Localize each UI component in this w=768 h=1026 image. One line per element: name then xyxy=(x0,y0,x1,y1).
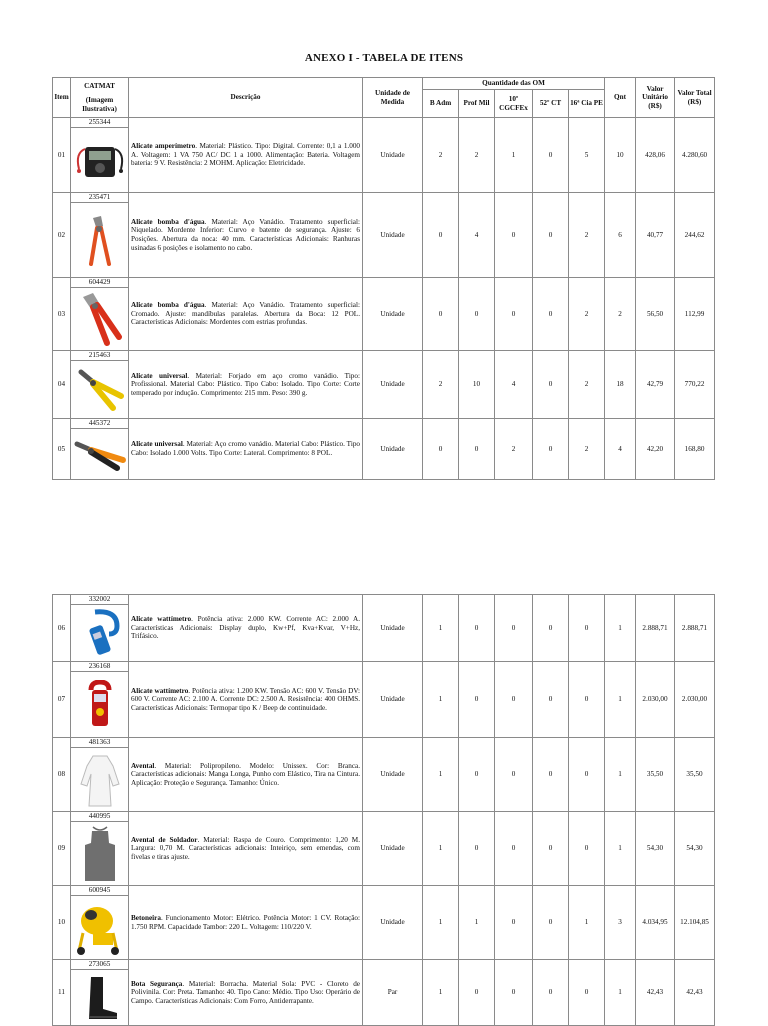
qty-52-ct: 0 xyxy=(533,662,569,738)
qty-prof-mil: 0 xyxy=(459,419,495,480)
description-cell xyxy=(129,812,363,886)
table-row xyxy=(53,812,715,886)
valor-total: 35,50 xyxy=(675,738,715,812)
qty-prof-mil: 0 xyxy=(459,738,495,812)
item-name: Avental de Soldador xyxy=(131,835,198,844)
item-number: 01 xyxy=(53,118,71,193)
item-number: 04 xyxy=(53,351,71,419)
valor-unitario: 42,43 xyxy=(636,960,675,1026)
item-number: 10 xyxy=(53,886,71,960)
catmat-cell xyxy=(71,886,129,960)
universal-pliers-orange-icon xyxy=(71,429,128,479)
header-qnt: Qnt xyxy=(605,78,636,118)
description-cell xyxy=(129,118,363,193)
header-cgcfex: 10º CGCFEx xyxy=(495,90,533,118)
table-row xyxy=(53,351,715,419)
item-description: . Material: Borracha. Material Sola: PVC - Cloreto de Polivinila. Cor: Preta. Tamanho: 40. Tipo Cano: Médio. Tipo Uso: Operário de Campo. Características Adicionais: Com Forro, Antiderrapante. xyxy=(131,979,360,1005)
qty-16-cia-pe: 2 xyxy=(569,278,605,351)
catmat-code: 481363 xyxy=(71,738,128,748)
unidade-cell: Unidade xyxy=(363,118,423,193)
item-description: . Potência ativa: 2.000 KW. Corrente AC: 2.000 A. Características Adicionais: Display duplo, Kw+Pf, Kva+Kvar, V+Hz, Trifásico. xyxy=(131,615,360,641)
white-apron-icon xyxy=(71,748,128,811)
qty-total: 18 xyxy=(605,351,636,419)
table-row xyxy=(53,193,715,278)
header-valor-unitario: Valor Unitário (R$) xyxy=(636,78,675,118)
catmat-code: 600945 xyxy=(71,886,128,896)
qty-cgcfex: 0 xyxy=(495,738,533,812)
header-prof-mil: Prof Mil xyxy=(459,90,495,118)
items-table-page-2 xyxy=(52,594,715,1026)
qty-b-adm: 0 xyxy=(423,278,459,351)
catmat-cell xyxy=(71,595,129,662)
valor-total: 770,22 xyxy=(675,351,715,419)
universal-pliers-yellow-icon xyxy=(71,361,128,418)
qty-cgcfex: 0 xyxy=(495,812,533,886)
valor-total: 244,62 xyxy=(675,193,715,278)
qty-16-cia-pe: 0 xyxy=(569,595,605,662)
qty-cgcfex: 0 xyxy=(495,960,533,1026)
qty-prof-mil: 10 xyxy=(459,351,495,419)
qty-total: 6 xyxy=(605,193,636,278)
valor-unitario: 42,20 xyxy=(636,419,675,480)
qty-total: 4 xyxy=(605,419,636,480)
qty-b-adm: 1 xyxy=(423,738,459,812)
description-cell xyxy=(129,351,363,419)
qty-prof-mil: 0 xyxy=(459,662,495,738)
qty-cgcfex: 4 xyxy=(495,351,533,419)
qty-b-adm: 1 xyxy=(423,662,459,738)
catmat-code: 273065 xyxy=(71,960,128,970)
qty-total: 2 xyxy=(605,278,636,351)
qty-b-adm: 1 xyxy=(423,960,459,1026)
qty-b-adm: 1 xyxy=(423,812,459,886)
valor-total: 2.888,71 xyxy=(675,595,715,662)
wattmeter-blue-icon xyxy=(71,605,128,661)
catmat-code: 332002 xyxy=(71,595,128,605)
qty-cgcfex: 1 xyxy=(495,118,533,193)
qty-total: 1 xyxy=(605,960,636,1026)
valor-unitario: 42,79 xyxy=(636,351,675,419)
header-valor-total: Valor Total (R$) xyxy=(675,78,715,118)
item-number: 05 xyxy=(53,419,71,480)
qty-52-ct: 0 xyxy=(533,960,569,1026)
unidade-cell: Unidade xyxy=(363,419,423,480)
qty-52-ct: 0 xyxy=(533,118,569,193)
wattmeter-red-icon xyxy=(71,672,128,737)
qty-prof-mil: 1 xyxy=(459,886,495,960)
catmat-cell xyxy=(71,351,129,419)
qty-b-adm: 1 xyxy=(423,886,459,960)
items-table-page-1 xyxy=(52,77,715,480)
valor-unitario: 4.034,95 xyxy=(636,886,675,960)
qty-cgcfex: 0 xyxy=(495,595,533,662)
catmat-cell xyxy=(71,662,129,738)
table-row xyxy=(53,595,715,662)
qty-total: 1 xyxy=(605,812,636,886)
qty-16-cia-pe: 2 xyxy=(569,419,605,480)
item-description: . Funcionamento Motor: Elétrico. Potência Motor: 1 CV. Rotação: 1.750 RPM. Capacidade Tambor: 220 L. Voltagem: 110/220 V. xyxy=(131,913,360,931)
item-name: Alicate universal xyxy=(131,440,183,449)
unidade-cell: Unidade xyxy=(363,595,423,662)
qty-total: 3 xyxy=(605,886,636,960)
qty-16-cia-pe: 2 xyxy=(569,351,605,419)
catmat-cell xyxy=(71,278,129,351)
item-description: . Material: Aço cromo vanádio. Material Cabo: Plástico. Tipo Cabo: Isolado 1.000 Volts. Tipo Corte: Lateral. Comprimento: 8 POL. xyxy=(131,440,361,457)
qty-prof-mil: 0 xyxy=(459,278,495,351)
qty-cgcfex: 0 xyxy=(495,662,533,738)
catmat-cell xyxy=(71,960,129,1026)
valor-unitario: 40,77 xyxy=(636,193,675,278)
valor-unitario: 54,30 xyxy=(636,812,675,886)
water-pump-pliers-large-icon xyxy=(71,288,128,350)
water-pump-pliers-icon xyxy=(71,203,128,277)
item-description: . Material: Forjado em aço cromo vanádio. Tipo: Profissional. Material Cabo: Plástico. Tipo Cabo: Isolado. Tipo Corte: Corte temperado por indução. Comprimento: 215 mm. Peso: 390 g. xyxy=(131,371,360,397)
qty-total: 1 xyxy=(605,595,636,662)
catmat-cell xyxy=(71,812,129,886)
item-name: Alicate wattímetro xyxy=(131,686,189,695)
unidade-cell: Unidade xyxy=(363,351,423,419)
item-name: Alicate bomba d'água xyxy=(131,301,205,310)
valor-total: 12.104,85 xyxy=(675,886,715,960)
item-description: . Potência ativa: 1.200 KW. Tensão AC: 600 V. Tensão DV: 600 V. Corrente AC: 2.100 A. Corrente DC: 2.500 A. Resistência: 400 OHMS. Características Adicionais: Termopar tipo K / Beep de continuidade. xyxy=(131,686,360,712)
qty-prof-mil: 0 xyxy=(459,812,495,886)
valor-total: 4.280,60 xyxy=(675,118,715,193)
qty-prof-mil: 4 xyxy=(459,193,495,278)
catmat-cell xyxy=(71,118,129,193)
table-row xyxy=(53,419,715,480)
qty-cgcfex: 0 xyxy=(495,278,533,351)
catmat-code: 215463 xyxy=(71,351,128,361)
item-name: Betoneira xyxy=(131,913,161,922)
unidade-cell: Par xyxy=(363,960,423,1026)
header-item: Item xyxy=(53,78,71,118)
description-cell xyxy=(129,419,363,480)
qty-prof-mil: 0 xyxy=(459,960,495,1026)
catmat-code: 235471 xyxy=(71,193,128,203)
item-description: . Material: Polipropileno. Modelo: Unissex. Cor: Branca. Características adicionais: Manga Longa, Punho com Elástico, Tira na Cintura. Aplicação: Proteção e Segurança. Tamanho: Único. xyxy=(131,761,360,787)
concrete-mixer-icon xyxy=(71,896,128,959)
item-name: Alicate amperímetro xyxy=(131,142,196,151)
qty-16-cia-pe: 0 xyxy=(569,662,605,738)
item-name: Alicate wattímetro xyxy=(131,615,192,624)
header-imagem-label: (Imagem Ilustrativa) xyxy=(82,96,117,113)
qty-52-ct: 0 xyxy=(533,351,569,419)
qty-b-adm: 2 xyxy=(423,118,459,193)
header-quantidade: Quantidade das OM xyxy=(423,78,605,90)
table-row xyxy=(53,886,715,960)
welder-apron-icon xyxy=(71,822,128,885)
description-cell xyxy=(129,595,363,662)
item-number: 02 xyxy=(53,193,71,278)
valor-total: 168,80 xyxy=(675,419,715,480)
description-cell xyxy=(129,738,363,812)
item-number: 06 xyxy=(53,595,71,662)
qty-52-ct: 0 xyxy=(533,278,569,351)
qty-16-cia-pe: 0 xyxy=(569,960,605,1026)
item-name: Alicate bomba d'água xyxy=(131,217,205,226)
catmat-cell xyxy=(71,419,129,480)
description-cell xyxy=(129,193,363,278)
qty-prof-mil: 0 xyxy=(459,595,495,662)
item-description: . Material: Raspa de Couro. Comprimento: 1,20 M. Largura: 0,70 M. Características adicionais: Inteiriço, sem emendas, com fivelas e tiras ajuste. xyxy=(131,835,360,861)
qty-16-cia-pe: 1 xyxy=(569,886,605,960)
catmat-code: 236168 xyxy=(71,662,128,672)
qty-52-ct: 0 xyxy=(533,886,569,960)
item-number: 07 xyxy=(53,662,71,738)
item-description: . Material: Plástico. Tipo: Digital. Corrente: 0,1 a 1.000 A. Voltagem: 1 VA 750 AC/ DC 1 a 1000. Alimentação: Bateria. Voltagem bateria: 9 V. Resistência: 2 MOHM. Aplicação: Eletricidade. xyxy=(131,142,361,168)
unidade-cell: Unidade xyxy=(363,738,423,812)
header-catmat-label: CATMAT xyxy=(84,81,115,90)
item-number: 03 xyxy=(53,278,71,351)
valor-unitario: 2.888,71 xyxy=(636,595,675,662)
qty-total: 1 xyxy=(605,738,636,812)
table-row xyxy=(53,278,715,351)
unidade-cell: Unidade xyxy=(363,278,423,351)
qty-16-cia-pe: 5 xyxy=(569,118,605,193)
table-row xyxy=(53,960,715,1026)
item-name: Bota Segurança xyxy=(131,979,183,988)
valor-unitario: 56,50 xyxy=(636,278,675,351)
qty-52-ct: 0 xyxy=(533,595,569,662)
qty-16-cia-pe: 0 xyxy=(569,738,605,812)
catmat-code: 445372 xyxy=(71,419,128,429)
qty-52-ct: 0 xyxy=(533,812,569,886)
table-row xyxy=(53,118,715,193)
item-number: 11 xyxy=(53,960,71,1026)
catmat-cell xyxy=(71,193,129,278)
header-unidade: Unidade de Medida xyxy=(363,78,423,118)
qty-b-adm: 0 xyxy=(423,193,459,278)
unidade-cell: Unidade xyxy=(363,812,423,886)
qty-cgcfex: 2 xyxy=(495,419,533,480)
item-name: Alicate universal xyxy=(131,371,188,380)
qty-16-cia-pe: 0 xyxy=(569,812,605,886)
header-descricao: Descrição xyxy=(129,78,363,118)
catmat-code: 604429 xyxy=(71,278,128,288)
qty-52-ct: 0 xyxy=(533,419,569,480)
qty-b-adm: 1 xyxy=(423,595,459,662)
qty-cgcfex: 0 xyxy=(495,886,533,960)
table-row xyxy=(53,738,715,812)
valor-total: 54,30 xyxy=(675,812,715,886)
valor-unitario: 35,50 xyxy=(636,738,675,812)
item-name: Avental xyxy=(131,761,155,770)
qty-total: 10 xyxy=(605,118,636,193)
item-number: 08 xyxy=(53,738,71,812)
description-cell xyxy=(129,960,363,1026)
clamp-meter-black-icon xyxy=(71,128,128,192)
description-cell xyxy=(129,662,363,738)
qty-52-ct: 0 xyxy=(533,738,569,812)
valor-total: 112,99 xyxy=(675,278,715,351)
header-52-ct: 52º CT xyxy=(533,90,569,118)
description-cell xyxy=(129,886,363,960)
qty-52-ct: 0 xyxy=(533,193,569,278)
qty-16-cia-pe: 2 xyxy=(569,193,605,278)
item-number: 09 xyxy=(53,812,71,886)
unidade-cell: Unidade xyxy=(363,193,423,278)
catmat-cell xyxy=(71,738,129,812)
item-description: . Material: Aço Vanádio. Tratamento superficial: Niquelado. Mordente Inferior: Curvo e batente de segurança. Ajuste: 6 Posições. Abertura da noca: 40 mm. Características Adicionais: Ranhuras usinadas 6 posições e isolamento no cabo. xyxy=(131,217,360,252)
qty-cgcfex: 0 xyxy=(495,193,533,278)
valor-total: 2.030,00 xyxy=(675,662,715,738)
catmat-code: 255344 xyxy=(71,118,128,128)
item-description: . Material: Aço Vanádio. Tratamento superficial: Cromado. Ajuste: mandíbulas paralelas. Abertura da Boca: 12 POL. Características Adicionais: Mordentes com estrias profundas. xyxy=(131,301,360,327)
table-row xyxy=(53,662,715,738)
description-cell xyxy=(129,278,363,351)
qty-prof-mil: 2 xyxy=(459,118,495,193)
header-catmat xyxy=(71,78,129,118)
unidade-cell: Unidade xyxy=(363,662,423,738)
page-title: ANEXO I - TABELA DE ITENS xyxy=(304,52,464,64)
qty-b-adm: 0 xyxy=(423,419,459,480)
header-b-adm: B Adm xyxy=(423,90,459,118)
safety-boot-icon xyxy=(71,970,128,1025)
catmat-code: 440995 xyxy=(71,812,128,822)
unidade-cell: Unidade xyxy=(363,886,423,960)
valor-total: 42,43 xyxy=(675,960,715,1026)
header-16-cia-pe: 16ª Cia PE xyxy=(569,90,605,118)
valor-unitario: 2.030,00 xyxy=(636,662,675,738)
valor-unitario: 428,06 xyxy=(636,118,675,193)
qty-total: 1 xyxy=(605,662,636,738)
qty-b-adm: 2 xyxy=(423,351,459,419)
